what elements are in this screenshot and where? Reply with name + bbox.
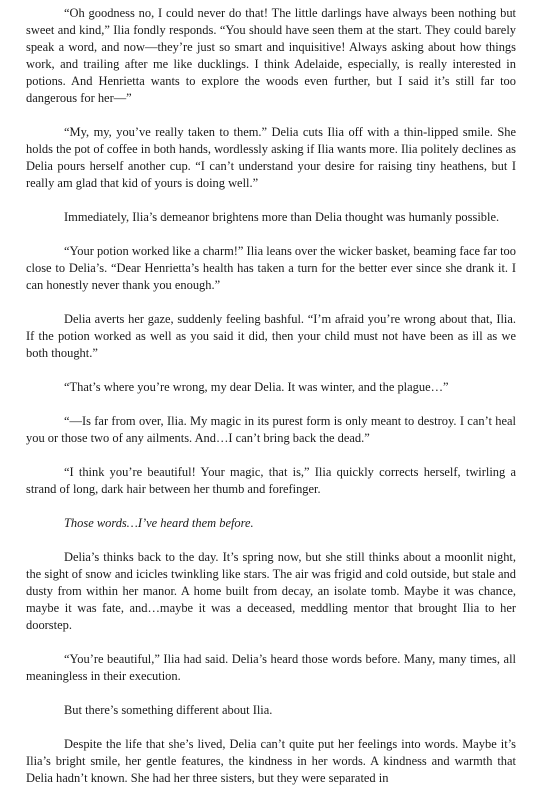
paragraph: “—Is far from over, Ilia. My magic in its purest form is only meant to destroy. I can’t heal you or those two of any ailments. And…I can’t bring back the dead.”	[26, 414, 516, 445]
paragraph: Immediately, Ilia’s demeanor brightens more than Delia thought was humanly possible.	[64, 210, 500, 224]
paragraph: “Oh goodness no, I could never do that! The little darlings have always been nothing but sweet and kind,” Ilia fondly responds. “You should have seen them at the start. They could barely speak a word, and now—they’re just so smart and inquisitive! Always asking about how things work, and trailing after me like ducklings. I think Adelaide, especially, is really interested in potions. And Henrietta wants to explore the woods even further, but I said it’s still far too dangerous for her—”	[26, 6, 516, 105]
paragraph: “Your potion worked like a charm!” Ilia leans over the wicker basket, beaming face far too close to Delia’s. “Dear Henrietta’s health has taken a turn for the better ever since she drank it. I can honestly never thank you enough.”	[26, 244, 516, 292]
paragraph: Despite the life that she’s lived, Delia can’t quite put her feelings into words. Maybe it’s Ilia’s bright smile, her gentle features, the kindness in her words. A kindness and warmth that Delia hadn’t known. She had her three sisters, but they were separated in	[26, 737, 516, 785]
paragraph: Delia averts her gaze, suddenly feeling bashful. “I’m afraid you’re wrong about that, Ilia. If the potion worked as well as you said it did, then your child must not have been as ill as we both thought.”	[26, 312, 516, 360]
paragraph: “You’re beautiful,” Ilia had said. Delia’s heard those words before. Many, many times, all meaningless in their execution.	[26, 652, 516, 683]
document-body	[26, 5, 516, 804]
italic-thought-line: Those words…I’ve heard them before.	[64, 516, 254, 530]
paragraph: But there’s something different about Ilia.	[64, 703, 273, 717]
paragraph: “That’s where you’re wrong, my dear Delia. It was winter, and the plague…”	[64, 380, 449, 394]
paragraph: “I think you’re beautiful! Your magic, that is,” Ilia quickly corrects herself, twirling a strand of long, dark hair between her thumb and forefinger.	[26, 465, 516, 496]
paragraph: “My, my, you’ve really taken to them.” Delia cuts Ilia off with a thin-lipped smile. She holds the pot of coffee in both hands, wordlessly asking if Ilia wants more. Ilia politely declines as Delia pours herself another cup. “I can’t understand your desire for raising tiny heathens, but I really am glad that kid of yours is doing well.”	[26, 125, 516, 190]
paragraph: Delia’s thinks back to the day. It’s spring now, but she still thinks about a moonlit night, the sight of snow and icicles twinkling like stars. The air was frigid and cold outside, but stale and dusty from within her manor. A home built from decay, an isolate tomb. Maybe it was chance, maybe it was fate, and…maybe it was a deceased, meddling mentor that brought Ilia to her doorstep.	[26, 550, 516, 632]
